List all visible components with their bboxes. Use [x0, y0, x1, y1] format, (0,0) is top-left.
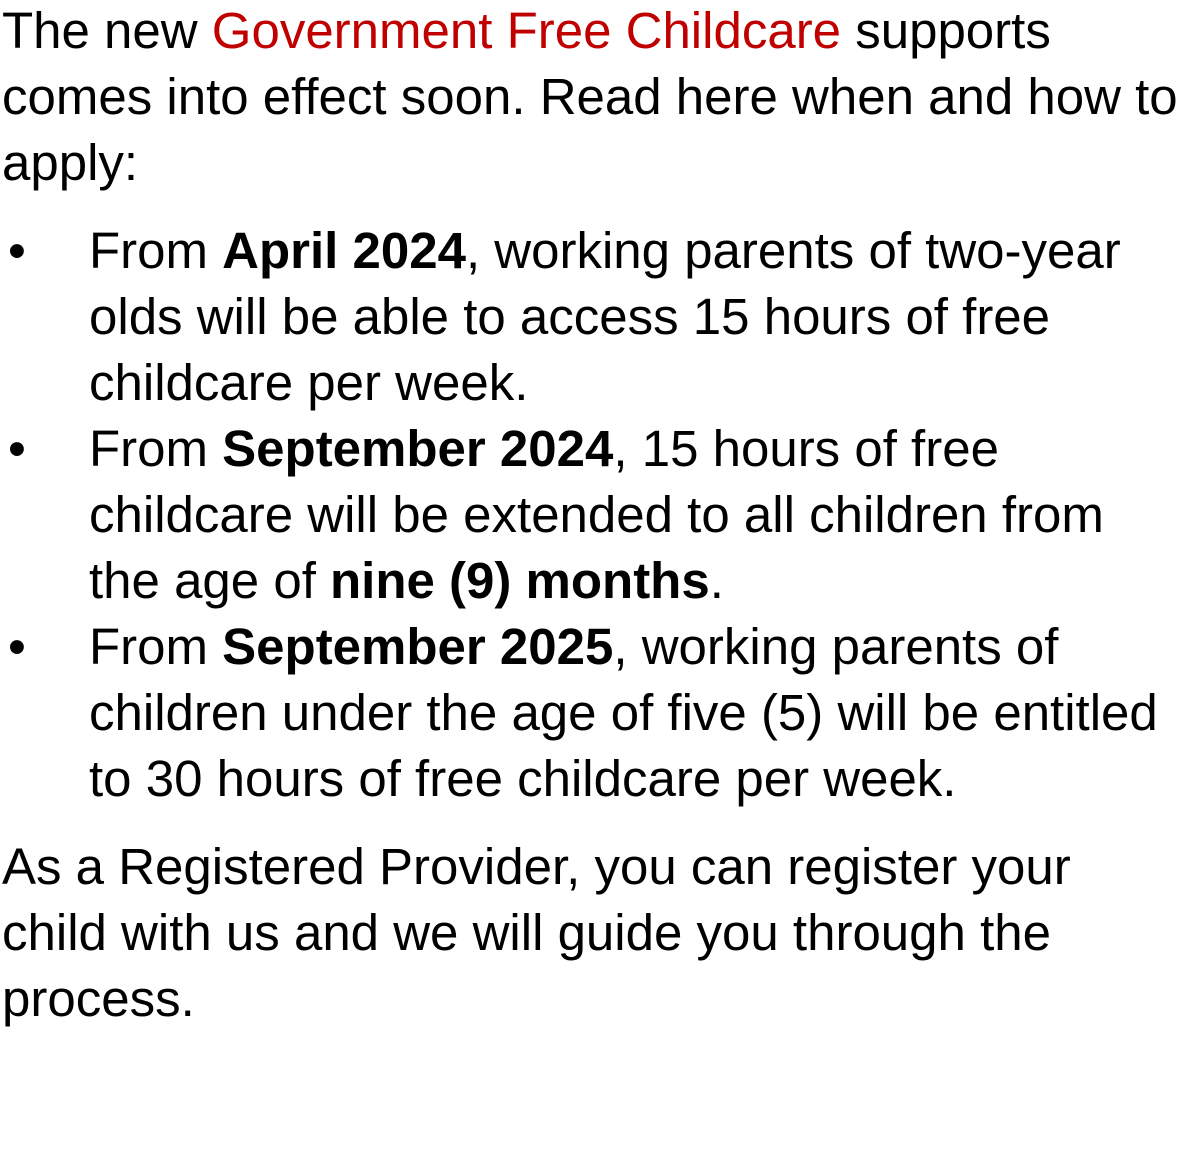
bullet-date: September 2024 — [222, 420, 614, 477]
intro-prefix: The new — [2, 2, 212, 59]
bullet-age: nine (9) months — [330, 552, 710, 609]
bullet-text-before: From — [89, 222, 223, 279]
bullet-item — [2, 218, 1187, 416]
bullet-text-after: , working parents of two-year olds will be able to access 15 hours of free childcare per week. — [89, 222, 1121, 411]
bullet-text-middle: , 15 hours of free childcare will be extended to all children from the age of — [89, 420, 1104, 609]
bullet-text-before: From — [89, 618, 223, 675]
intro-suffix: supports comes into effect soon. Read here when and how to apply: — [2, 2, 1178, 191]
bullet-date: September 2025 — [222, 618, 614, 675]
bullet-item — [2, 614, 1187, 812]
bullet-date: April 2024 — [222, 222, 466, 279]
bullet-icon: • — [8, 222, 26, 279]
intro-paragraph — [2, 0, 1187, 196]
intro-highlight-link: Government Free Childcare — [211, 2, 842, 59]
bullet-text-before: From — [89, 420, 223, 477]
bullet-text-after: . — [709, 552, 724, 609]
bullet-icon: • — [8, 618, 26, 675]
outro-paragraph: As a Registered Provider, you can register your child with us and we will guide you through the process. — [2, 838, 1071, 1027]
bullet-list — [2, 218, 1187, 812]
bullet-icon: • — [8, 420, 26, 477]
bullet-text-after: , working parents of children under the age of five (5) will be entitled to 30 hours of free childcare per week. — [89, 618, 1158, 807]
bullet-item — [2, 416, 1187, 614]
